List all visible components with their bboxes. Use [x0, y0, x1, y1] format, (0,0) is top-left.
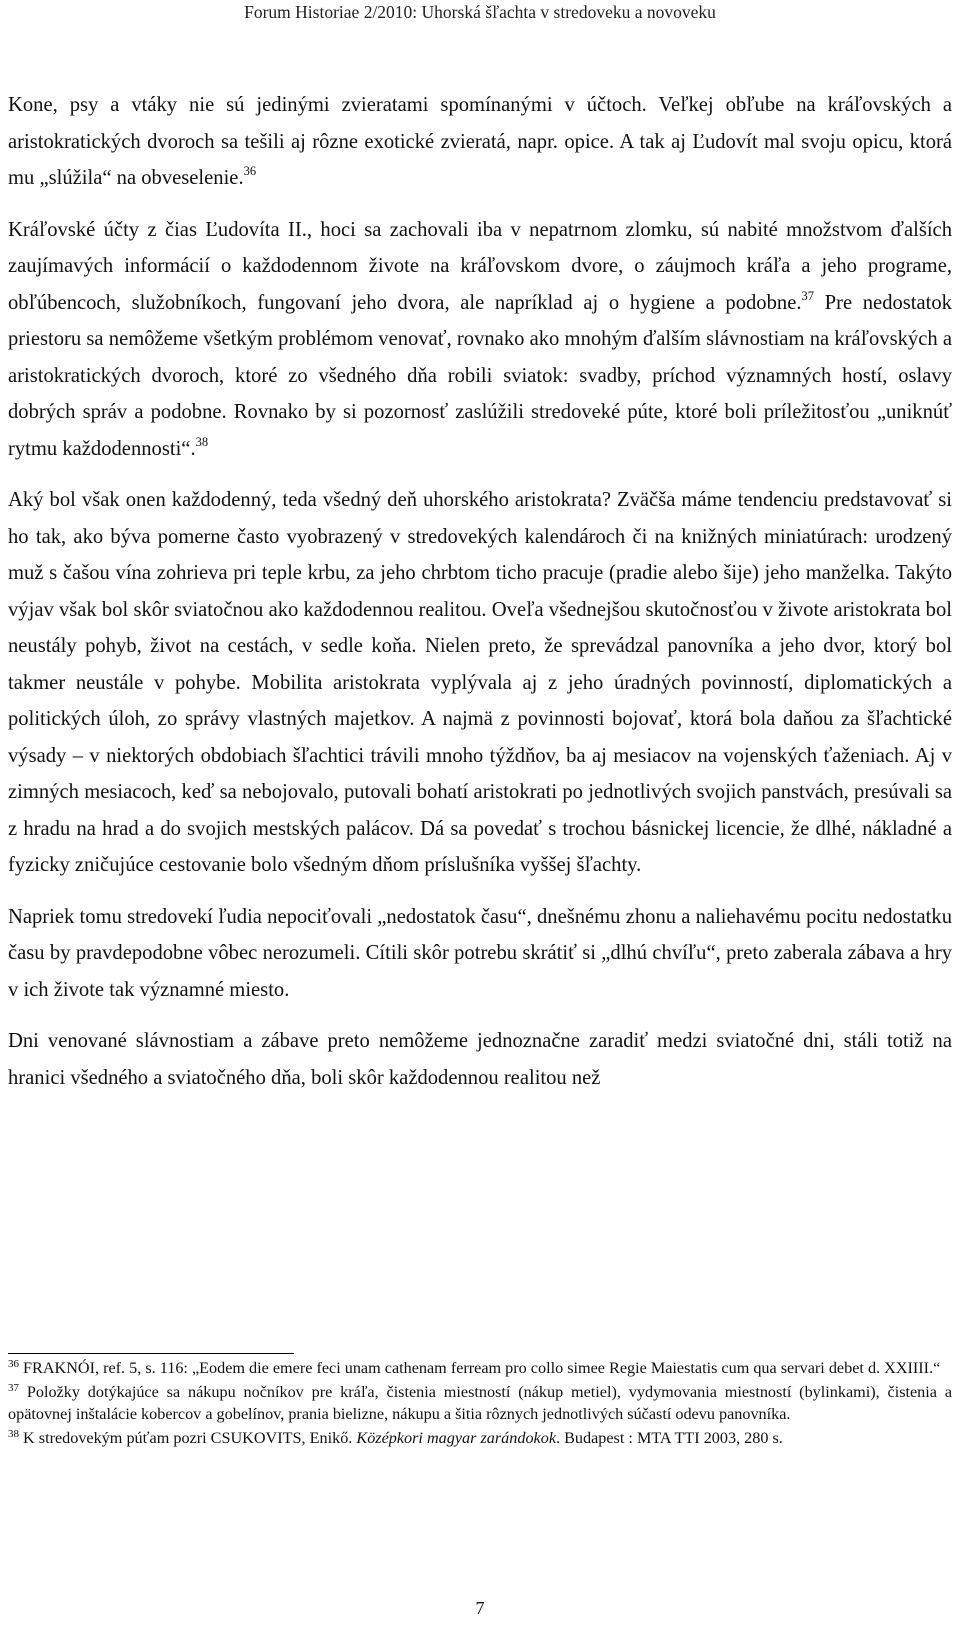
- footnote-number: 36: [8, 1358, 19, 1370]
- footnote-ref-37[interactable]: 37: [801, 288, 814, 303]
- footnote-number: 38: [8, 1427, 19, 1440]
- footnotes: [8, 1357, 952, 1450]
- footnote-number: 37: [8, 1381, 19, 1394]
- footnote-37: [8, 1381, 952, 1426]
- page-number: 7: [475, 1598, 485, 1618]
- paragraph-1: [8, 87, 952, 197]
- footnote-ref-36[interactable]: 36: [243, 164, 257, 178]
- paragraph-2: [8, 212, 952, 468]
- footnote-text: Položky dotýkajúce sa nákupu nočníkov pre kráľa, čistenia miestností (nákup metiel), vydymovania miestností (bylinkami), čistenia a opätovnej inštalácie kobercov a gobelínov, prania bielizne, nákupu a šitia rôznych jednotlivých súčastí odevu panovníka.: [8, 1382, 952, 1423]
- footnote-36: [8, 1357, 952, 1380]
- paragraph-5: Dni venované slávnostiam a zábave preto nemôžeme jednoznačne zaradiť medzi sviatočné dni, stáli totiž na hranici všedného a sviatočného dňa, boli skôr každodennou realitou než: [8, 1030, 952, 1089]
- paragraph-3: Aký bol však onen každodenný, teda všedný deň uhorského aristokrata? Zväčša máme tendenciu predstavovať si ho tak, ako býva pomerne často vyobrazený v stredovekých kalendároch či na knižných miniatúrach: urodzený muž s čašou vína zohrieva pri teple krbu, za jeho chrbtom ticho pracuje (pradie alebo šije) jeho manželka. Takýto výjav však bol skôr sviatočnou ako každodennou realitou. Oveľa všednejšou skutočnosťou v živote aristokrata bol neustály pohyb, život na cestách, v sedle koňa. Nielen preto, že sprevádzal panovníka a jeho dvor, ktorý bol takmer neustále v pohybe. Mobilita aristokrata vyplývala aj z jeho úradných povinností, diplomatických a politických úloh, zo správy vlastných majetkov. A najmä z povinnosti bojovať, ktorá bola daňou za šľachtické výsady – v niektorých obdobiach šľachtici trávili mnoho týždňov, ba aj mesiacov na vojenských ťaženiach. Aj v zimných mesiacoch, keď sa nebojovalo, putovali bohatí aristokrati po jednotlivých svojich panstvách, presúvali sa z hradu na hrad a do svojich mestských palácov. Dá sa povedať s trochou básnickej licencie, že dlhé, nákladné a fyzicky zničujúce cestovanie bolo všedným dňom príslušníka vyššej šľachty.: [8, 489, 952, 876]
- footnote-text: FRAKNÓI, ref. 5, s. 116: „Eodem die emere feci unam cathenam ferream pro collo simee Regie Maiestatis cum qua servari debet d. XXIIII.“: [19, 1359, 941, 1377]
- footnote-38: [8, 1427, 952, 1450]
- book-title: Középkori magyar zarándokok: [356, 1428, 557, 1447]
- running-header: Forum Historiae 2/2010: Uhorská šľachta v stredoveku a novoveku: [244, 2, 716, 22]
- body-text: [8, 87, 952, 1096]
- footnote-text: . Budapest : MTA TTI 2003, 280 s.: [556, 1428, 783, 1447]
- paragraph-text: Pre nedostatok priestoru sa nemôžeme všetkým problémom venovať, rovnako ako mnohým ďalším slávnostiam na kráľovských a aristokratických dvoroch, ktoré zo všedného dňa robili sviatok: svadby, príchod významných hostí, oslavy dobrých správ a podobne. Rovnako by si pozornosť zaslúžili stredoveké púte, ktoré boli príležitosťou „uniknúť rytmu každodennosti“.: [8, 291, 952, 460]
- footnote-ref-38[interactable]: 38: [195, 434, 209, 449]
- paragraph-text: Kone, psy a vtáky nie sú jedinými zvieratami spomínanými v účtoch. Veľkej obľube na kráľovských a aristokratických dvoroch sa tešili aj rôzne exotické zvieratá, napr. opice. A tak aj Ľudovít mal svoju opicu, ktorá mu „slúžila“ na obveselenie.: [8, 94, 952, 189]
- footnote-text: K stredovekým púťam pozri CSUKOVITS, Enikő.: [19, 1428, 357, 1447]
- paragraph-4: Napriek tomu stredovekí ľudia nepociťovali „nedostatok času“, dnešnému zhonu a naliehavému pocitu nedostatku času by pravdepodobne vôbec nerozumeli. Cítili skôr potrebu skrátiť si „dlhú chvíľu“, preto zaberala zábava a hry v ich živote tak významné miesto.: [8, 905, 952, 1001]
- footnote-separator: [8, 1353, 294, 1354]
- paragraph-text: Kráľovské účty z čias Ľudovíta II., hoci sa zachovali iba v nepatrnom zlomku, sú nabité množstvom ďalších zaujímavých informácií o každodennom živote na kráľovskom dvore, o záujmoch kráľa a jeho programe, obľúbencoch, služobníkoch, fungovaní jeho dvora, ale napríklad aj o hygiene a podobne.: [8, 218, 952, 314]
